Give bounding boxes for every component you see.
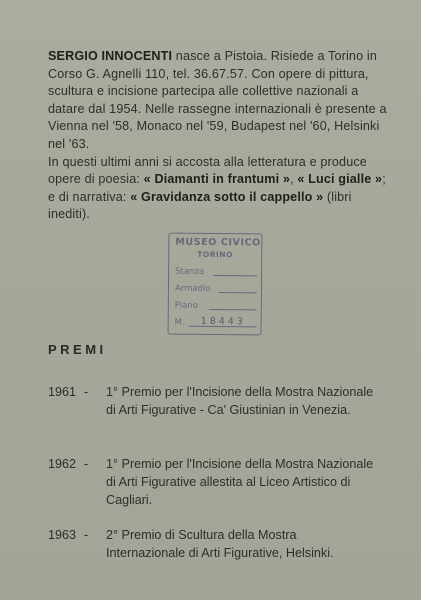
award-text: 2° Premio di Scultura della Mostra Internazionale di Arti Figurative, Helsinki. [106, 528, 334, 560]
award-item [48, 526, 378, 562]
award-text: 1° Premio per l'Incisione della Mostra Nazionale di Arti Figurative allestita al Liceo Artistico di Cagliari. [106, 457, 374, 507]
award-text: 1° Premio per l'Incisione della Mostra Nazionale di Arti Figurative - Ca' Giustinian in Venezia. [106, 385, 374, 417]
award-year: 1961 [48, 385, 77, 399]
award-year: 1963 [48, 528, 77, 542]
award-item [48, 455, 378, 509]
stamp-row-m [174, 315, 257, 329]
separator: , [290, 172, 298, 187]
poetry-title-1: « Diamanti in frantumi » [143, 172, 291, 187]
stamp-row-piano [175, 301, 257, 312]
award-item [48, 383, 378, 419]
awards-heading: PREMI [48, 342, 107, 357]
biography-paragraph-2 [48, 154, 388, 224]
award-dash: - [84, 385, 89, 399]
museum-stamp [168, 233, 263, 336]
biography-text-3: ; e di narrativa: [48, 172, 386, 204]
award-year: 1962 [48, 457, 77, 471]
award-dash: - [84, 528, 89, 542]
stamp-armadio-label: Armadio [174, 283, 211, 294]
artist-name: SERGIO INNOCENTI [48, 49, 173, 63]
award-dash: - [84, 457, 89, 471]
stamp-row-armadio [175, 284, 257, 295]
biography-paragraph-1 [48, 48, 388, 154]
novel-title: « Gravidanza sotto il cappello » [130, 189, 324, 204]
biography-text-2: In questi ultimi anni si accosta alla letteratura e produce opere di poesia: [48, 154, 367, 187]
stamp-piano-label: Piano [174, 300, 198, 311]
stamp-row-stanza [175, 267, 257, 278]
stamp-stanza-label: Stanza [175, 266, 205, 277]
biography-text-4: (libri inediti). [48, 189, 352, 222]
stamp-inventory-number: 18443 [200, 315, 246, 328]
stamp-m-label: M. [174, 317, 185, 328]
biography-section [48, 48, 388, 224]
poetry-title-2: « Luci gialle » [297, 172, 383, 187]
stamp-city: TORINO [197, 249, 234, 260]
biography-text-1: nasce a Pistoia. Risiede a Torino in Corso G. Agnelli 110, tel. 36.67.57. Con opere di pittura, scultura e incisione partecipa alle collettive nazionali a datare dal 1954. Nelle rassegne internazionali è presente a Vienna nel '58, Monaco nel '59, Budapest nel '60, Helsinki nel '63. [48, 49, 387, 151]
stamp-museum-name: MUSEO CIVICO [175, 236, 261, 249]
